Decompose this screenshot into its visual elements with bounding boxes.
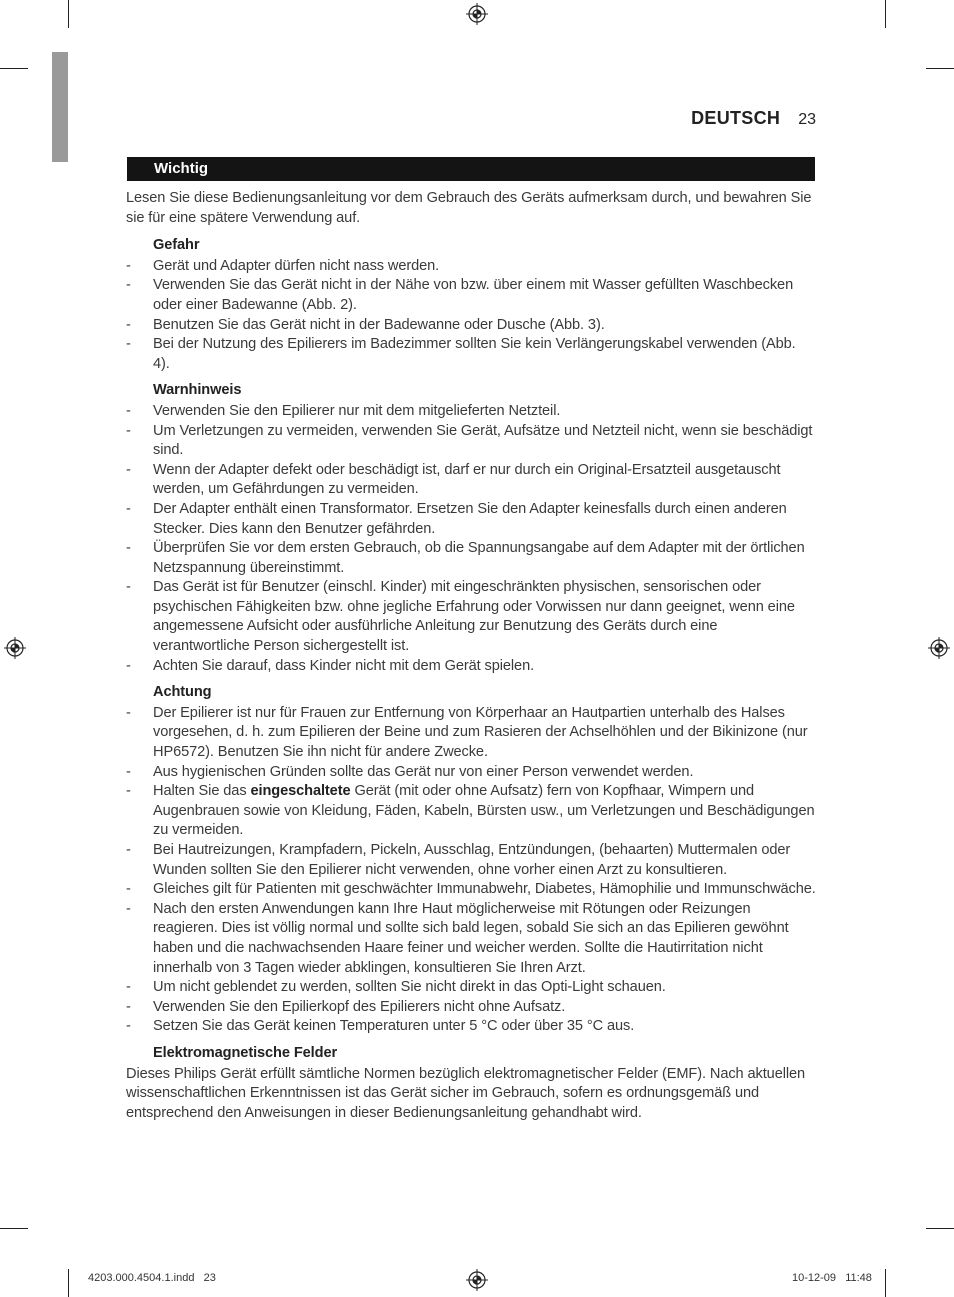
- dash-bullet-icon: -: [126, 783, 131, 800]
- list-item-text: Um nicht geblendet zu werden, sollten Sie nicht direkt in das Opti-Light schauen.: [153, 979, 666, 996]
- dash-bullet-icon: -: [126, 979, 131, 996]
- list-item-text: Verwenden Sie den Epilierkopf des Epilierers nicht ohne Aufsatz.: [153, 998, 566, 1015]
- block-heading: Warnhinweis: [153, 382, 242, 399]
- list-item-text: Verwenden Sie den Epilierer nur mit dem mitgelieferten Netzteil.: [153, 402, 561, 419]
- intro-paragraph: Lesen Sie diese Bedienungsanleitung vor dem Gebrauch des Geräts aufmerksam durch, und bewahren Sie sie für eine spätere Verwendung auf.: [126, 190, 812, 226]
- crop-mark: [0, 68, 28, 69]
- list-item: [126, 782, 816, 841]
- language-tab-bar: [52, 52, 68, 162]
- dash-bullet-icon: -: [126, 900, 131, 917]
- dash-bullet-icon: -: [126, 657, 131, 674]
- list-item: [126, 578, 816, 656]
- dash-bullet-icon: -: [126, 316, 131, 333]
- list-item-text: Der Epilierer ist nur für Frauen zur Entfernung von Körperhaar an Hautpartien unterhalb des Halses vorgesehen, d. h. zum Epilieren der Beine und zum Rasieren der Achselhöhlen und der Bikinizone (nur HP6572). Benutzen Sie ihn nicht für andere Zwecke.: [153, 704, 808, 761]
- list-item: [126, 257, 816, 277]
- list-item: [126, 402, 816, 422]
- list-item: [126, 539, 816, 578]
- list-item-text: Bei Hautreizungen, Krampfadern, Pickeln, Ausschlag, Entzündungen, (behaarten) Muttermalen oder Wunden sollten Sie den Epilierer nicht verwenden, ohne vorher einen Arzt zu konsultieren.: [153, 842, 791, 878]
- registration-mark-icon: [466, 1269, 488, 1291]
- dash-bullet-icon: -: [126, 277, 131, 294]
- body-content: [126, 189, 816, 1123]
- language-label: DEUTSCH: [691, 108, 781, 128]
- list-item: [126, 978, 816, 998]
- block-heading: Gefahr: [153, 237, 200, 254]
- dash-bullet-icon: -: [126, 998, 131, 1015]
- page-header: [691, 108, 816, 129]
- list-item-text: Gleiches gilt für Patienten mit geschwächter Immunabwehr, Diabetes, Hämophilie und Immunschwäche.: [153, 881, 816, 898]
- warning-blocks: [126, 236, 816, 1037]
- dash-bullet-icon: -: [126, 842, 131, 858]
- list-item: [126, 422, 816, 461]
- dash-bullet-icon: -: [126, 336, 131, 353]
- crop-mark: [885, 0, 886, 28]
- list-item-text: Verwenden Sie das Gerät nicht in der Nähe von bzw. über einem mit Wasser gefüllten Waschbecken oder einer Badewanne (Abb. 2).: [153, 277, 794, 313]
- list-item: [126, 763, 816, 783]
- dash-bullet-icon: -: [126, 881, 131, 898]
- list-item: [126, 704, 816, 763]
- list-item-text: Der Adapter enthält einen Transformator. Ersetzen Sie den Adapter keinesfalls durch einen anderen Stecker. Dies kann den Benutzer gefährden.: [153, 500, 787, 537]
- dash-bullet-icon: -: [126, 763, 131, 780]
- list-item: [126, 900, 816, 978]
- list-item: [126, 998, 816, 1018]
- crop-mark: [68, 1269, 69, 1297]
- page-number: 23: [798, 111, 816, 128]
- crop-mark: [926, 68, 954, 69]
- list-item: [126, 657, 816, 677]
- crop-mark: [68, 0, 69, 28]
- list-item: [126, 316, 816, 336]
- list-item: [126, 1017, 816, 1037]
- list-item-text: Achten Sie darauf, dass Kinder nicht mit dem Gerät spielen.: [153, 657, 535, 674]
- list-item-text: Setzen Sie das Gerät keinen Temperaturen unter 5 °C oder über 35 °C aus.: [153, 1018, 635, 1035]
- dash-bullet-icon: -: [126, 402, 131, 419]
- bullet-list: [126, 257, 816, 375]
- footer-filename: 4203.000.4504.1.indd 23: [88, 1272, 216, 1284]
- dash-bullet-icon: -: [126, 500, 131, 517]
- section-title: Wichtig: [127, 157, 815, 181]
- list-item-text: Wenn der Adapter defekt oder beschädigt ist, darf er nur durch ein Original-Ersatzteil ausgetauscht werden, um Gefährdungen zu vermeiden.: [153, 461, 781, 498]
- crop-mark: [926, 1228, 954, 1229]
- registration-mark-icon: [928, 637, 950, 659]
- list-item: [126, 276, 816, 315]
- emf-heading: Elektromagnetische Felder: [153, 1044, 338, 1061]
- dash-bullet-icon: -: [126, 257, 131, 274]
- crop-mark: [885, 1269, 886, 1297]
- list-item-text: Um Verletzungen zu vermeiden, verwenden Sie Gerät, Aufsätze und Netzteil nicht, wenn sie beschädigt sind.: [153, 422, 813, 459]
- list-item: [126, 880, 816, 900]
- bullet-list: [126, 402, 816, 676]
- list-item-text: Nach den ersten Anwendungen kann Ihre Haut möglicherweise mit Rötungen oder Reizungen reagieren. Dies ist völlig normal und sollte sich bald legen, sobald Sie sich an das Epilieren gewöhnt haben und die nachwachsenden Haare feiner und weicher werden. Sollte die Hautirritation nicht innerhalb von 3 Tagen wieder abklingen, konsultieren Sie Ihren Arzt.: [153, 900, 789, 976]
- list-item-text: Aus hygienischen Gründen sollte das Gerät nur von einer Person verwendet werden.: [153, 763, 694, 780]
- dash-bullet-icon: -: [126, 422, 131, 439]
- list-item: [126, 500, 816, 539]
- registration-mark-icon: [4, 637, 26, 659]
- dash-bullet-icon: -: [126, 540, 131, 557]
- dash-bullet-icon: -: [126, 704, 131, 721]
- list-item-text: Überprüfen Sie vor dem ersten Gebrauch, ob die Spannungsangabe auf dem Adapter mit der örtlichen Netzspannung übereinstimmt.: [153, 540, 805, 576]
- list-item: [126, 461, 816, 500]
- dash-bullet-icon: -: [126, 579, 131, 596]
- list-item-text: Benutzen Sie das Gerät nicht in der Badewanne oder Dusche (Abb. 3).: [153, 316, 605, 333]
- dash-bullet-icon: -: [126, 461, 131, 478]
- dash-bullet-icon: -: [126, 1018, 131, 1035]
- list-item: [126, 841, 816, 880]
- list-item-text: Bei der Nutzung des Epilierers im Badezimmer sollten Sie kein Verlängerungskabel verwenden (Abb. 4).: [153, 336, 796, 372]
- bullet-list: [126, 704, 816, 1037]
- list-item-text: Halten Sie das eingeschaltete Gerät (mit oder ohne Aufsatz) fern von Kopfhaar, Wimpern und Augenbrauen sowie von Kleidung, Fäden, Kabeln, Bürsten usw., um Verletzungen und Beschädigungen zu vermeiden.: [153, 783, 815, 839]
- block-heading: Achtung: [153, 684, 212, 701]
- registration-mark-icon: [466, 3, 488, 25]
- footer-timestamp: 10-12-09 11:48: [792, 1272, 872, 1284]
- emf-paragraph: Dieses Philips Gerät erfüllt sämtliche Normen bezüglich elektromagnetischer Felder (EMF). Nach aktuellen wissenschaftlichen Erkenntnissen ist das Gerät sicher im Gebrauch, sofern es ordnungsgemäß und entsprechend den Anweisungen in dieser Bedienungsanleitung gehandhabt wird.: [126, 1065, 806, 1121]
- list-item: [126, 335, 816, 374]
- list-item-text: Das Gerät ist für Benutzer (einschl. Kinder) mit eingeschränkten physischen, sensorischen oder psychischen Fähigkeiten bzw. ohne jegliche Erfahrung oder Vorwissen nur dann geeignet, wenn eine angemessene Aufsicht oder ausführliche Anleitung zur Benutzung des Geräts durch eine verantwortliche Person sichergestellt ist.: [153, 579, 795, 655]
- crop-mark: [0, 1228, 28, 1229]
- list-item-text: Gerät und Adapter dürfen nicht nass werden.: [153, 257, 440, 274]
